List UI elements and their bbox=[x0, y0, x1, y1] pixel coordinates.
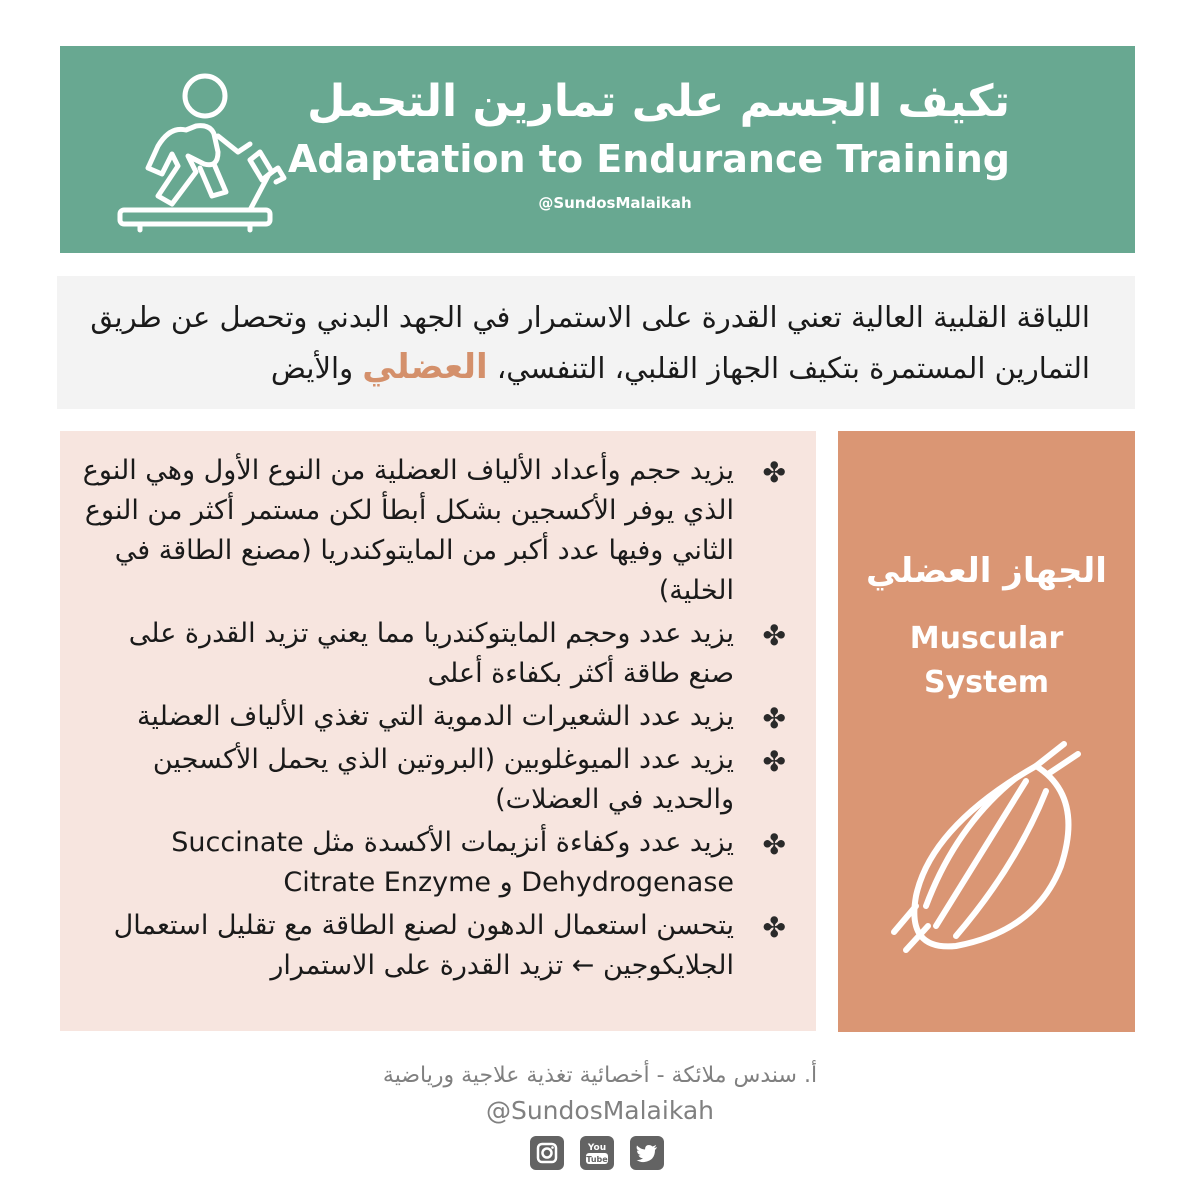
intro-text-end: والأيض bbox=[270, 351, 363, 385]
list-item-text: يزيد حجم وأعداد الألياف العضلية من النوع الأول وهي النوع الذي يوفر الأكسجين بشكل أبطأ لكن مستمر أكثر من النوع الثاني وفيها عدد أكبر من المايتوكندريا (مصنع الطاقة في الخلية) bbox=[82, 455, 734, 606]
side-title-line2: System bbox=[924, 665, 1049, 700]
list-item bbox=[75, 906, 786, 986]
title-english: Adaptation to Endurance Training bbox=[287, 137, 1010, 181]
bullet-icon: ✤ bbox=[762, 456, 786, 489]
intro-highlight: العضلي bbox=[362, 347, 488, 387]
treadmill-runner-icon bbox=[100, 68, 290, 233]
side-title-line1: Muscular bbox=[909, 621, 1064, 656]
svg-text:You: You bbox=[587, 1143, 607, 1153]
instagram-icon[interactable] bbox=[530, 1136, 564, 1170]
bullet-icon: ✤ bbox=[762, 619, 786, 652]
adaptations-list bbox=[75, 451, 786, 989]
muscular-system-panel bbox=[838, 431, 1135, 1032]
list-item-text: يتحسن استعمال الدهون لصنع الطاقة مع تقليل استعمال الجلايكوجين ← تزيد القدرة على الاستمرار bbox=[113, 910, 734, 981]
list-item-text: يزيد عدد الميوغلوبين (البروتين الذي يحمل الأكسجين والحديد في العضلات) bbox=[152, 744, 734, 815]
footer-author: أ. سندس ملائكة - أخصائية تغذية علاجية ورياضية bbox=[382, 1063, 818, 1088]
header-handle: @SundosMalaikah bbox=[538, 194, 692, 212]
title-arabic: تكيف الجسم على تمارين التحمل bbox=[307, 76, 1010, 127]
bullet-icon: ✤ bbox=[762, 745, 786, 778]
bullet-icon: ✤ bbox=[762, 702, 786, 735]
list-item bbox=[75, 740, 786, 820]
adaptations-list-box bbox=[60, 431, 816, 1031]
intro-box bbox=[57, 276, 1135, 409]
list-item-text: يزيد عدد الشعيرات الدموية التي تغذي الألياف العضلية bbox=[136, 701, 734, 732]
list-item bbox=[75, 614, 786, 694]
svg-text:Tube: Tube bbox=[586, 1155, 608, 1164]
list-item bbox=[75, 697, 786, 737]
youtube-icon[interactable] bbox=[580, 1136, 614, 1170]
side-title-arabic: الجهاز العضلي bbox=[866, 551, 1107, 591]
list-item-text: يزيد عدد وكفاءة أنزيمات الأكسدة مثل Succinate Dehydrogenase و Citrate Enzyme bbox=[171, 827, 734, 898]
muscle-icon bbox=[886, 736, 1096, 966]
twitter-icon[interactable] bbox=[630, 1136, 664, 1170]
bullet-icon: ✤ bbox=[762, 828, 786, 861]
intro-text bbox=[77, 292, 1090, 393]
list-item-text: يزيد عدد وحجم المايتوكندريا مما يعني تزيد القدرة على صنع طاقة أكثر بكفاءة أعلى bbox=[128, 618, 734, 689]
intro-text-start: اللياقة القلبية العالية تعني القدرة على الاستمرار في الجهد البدني وتحصل عن طريق التمارين المستمرة بتكيف الجهاز القلبي، التنفسي، bbox=[90, 300, 1090, 385]
footer-handle: @SundosMalaikah bbox=[485, 1096, 715, 1125]
list-item bbox=[75, 451, 786, 611]
social-links bbox=[530, 1136, 670, 1172]
bullet-icon: ✤ bbox=[762, 911, 786, 944]
header-banner bbox=[60, 46, 1135, 253]
list-item bbox=[75, 823, 786, 903]
side-title-english bbox=[838, 617, 1135, 705]
